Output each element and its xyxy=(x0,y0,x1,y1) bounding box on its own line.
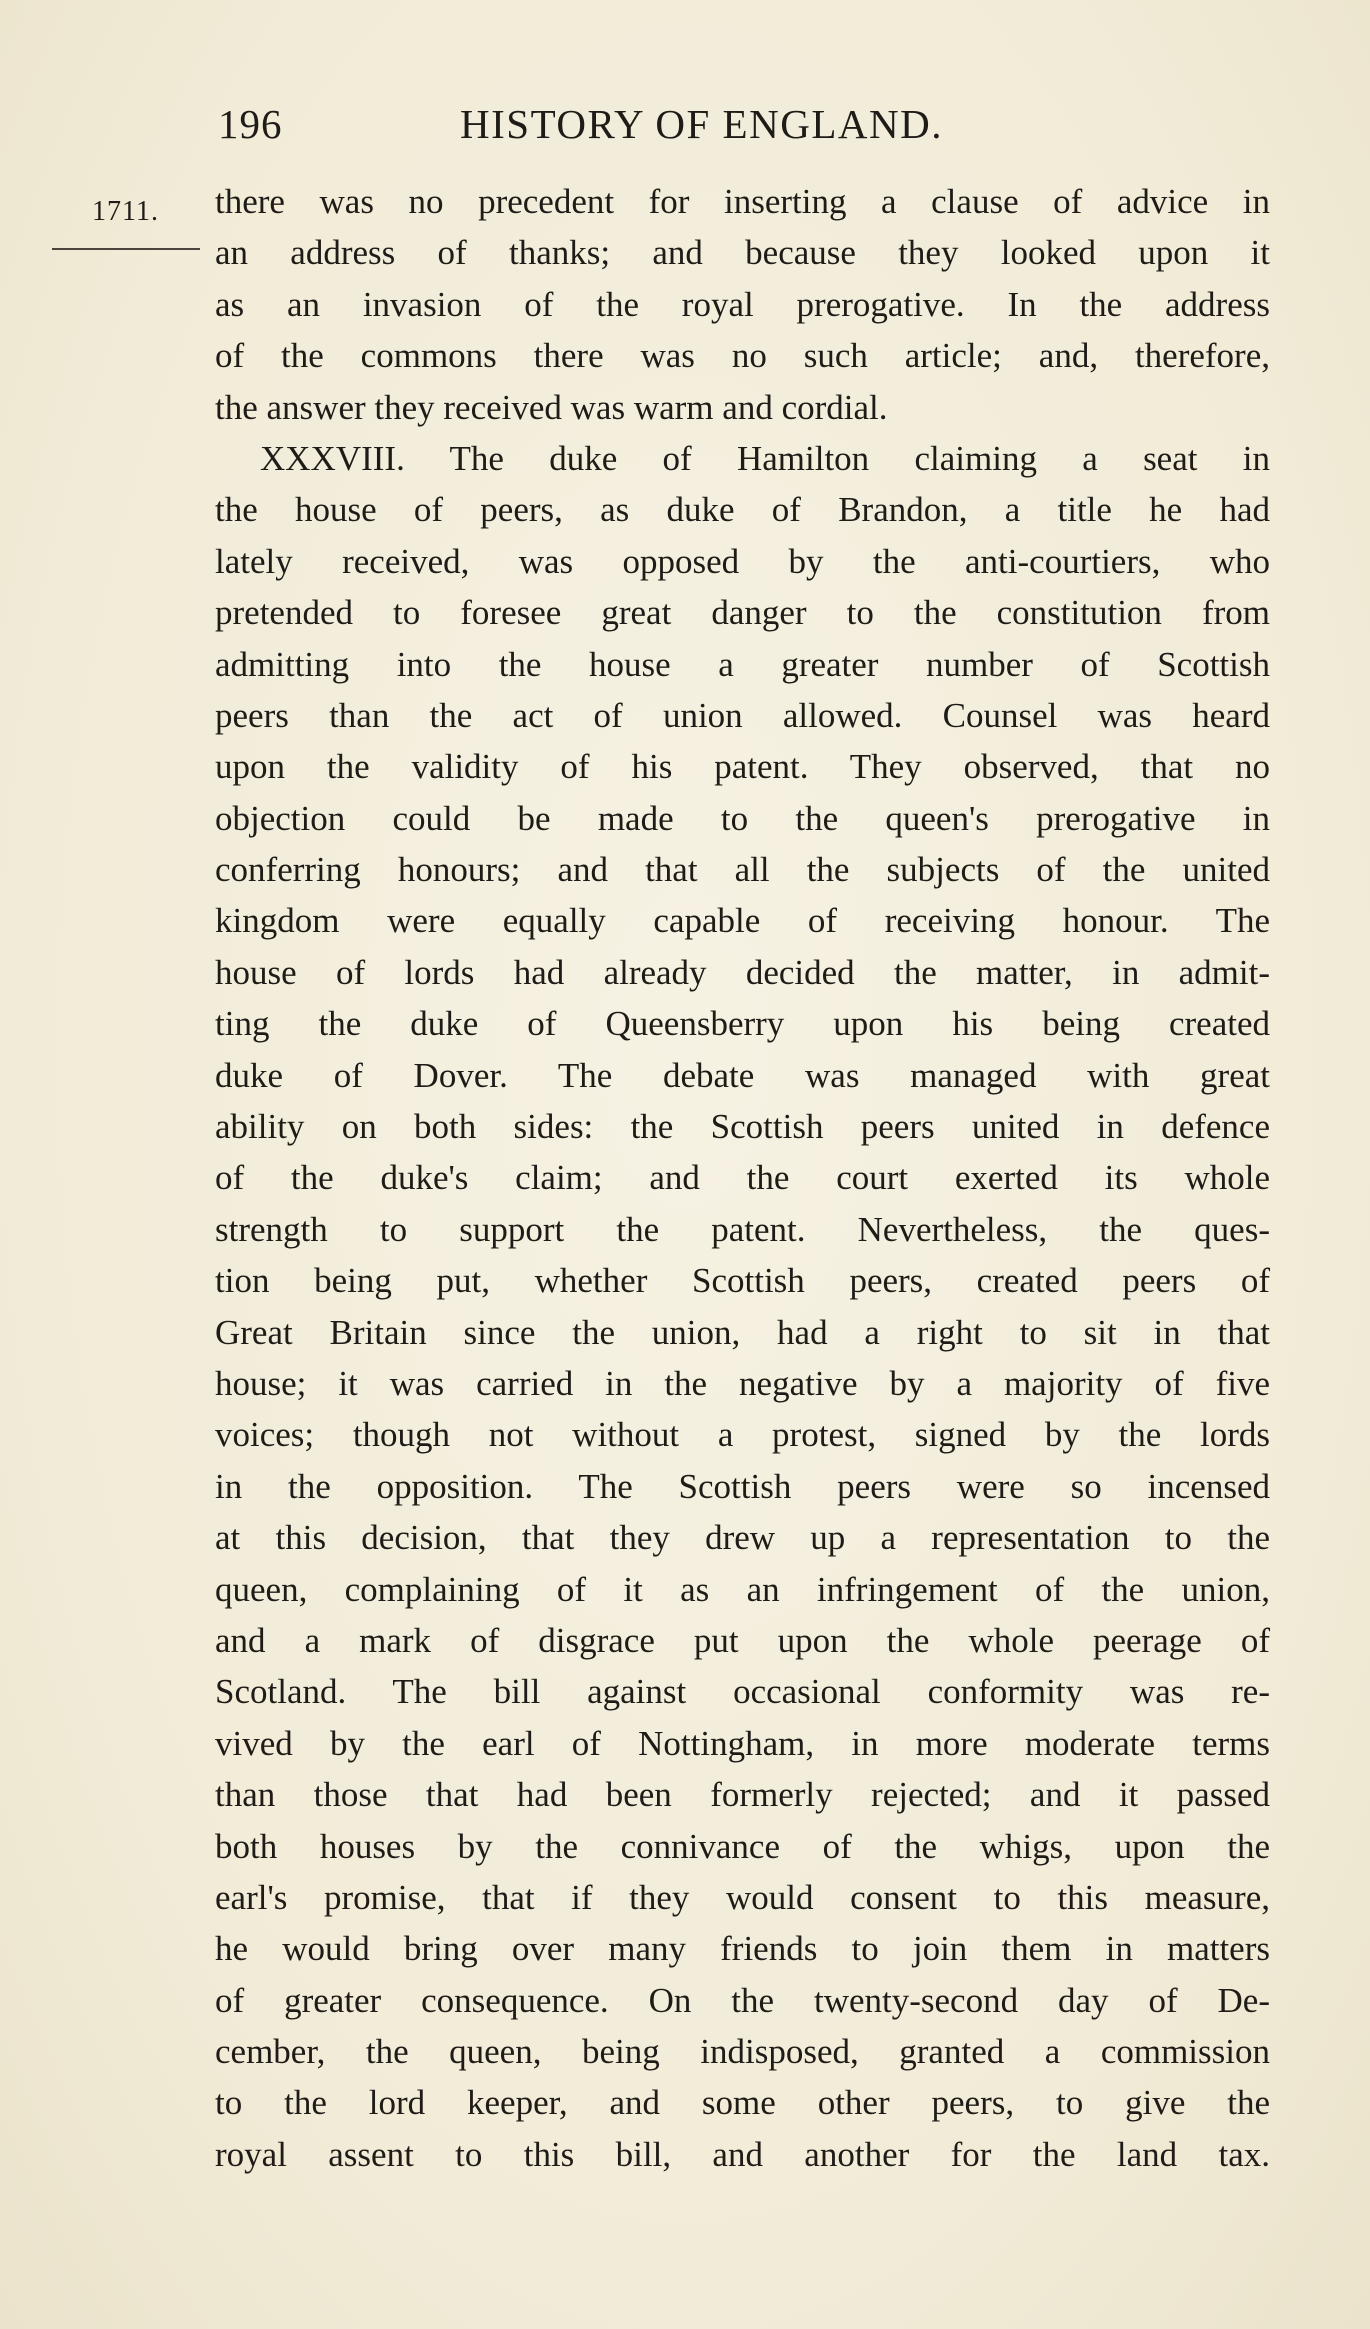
margin-year: 1711. xyxy=(92,196,159,227)
text-line: an address of thanks; and because they looked upon it xyxy=(215,233,1270,273)
page-number: 196 xyxy=(218,101,283,147)
text-line: the answer they received was warm and cordial. xyxy=(215,387,888,427)
text-line: vived by the earl of Nottingham, in more moderate terms xyxy=(215,1723,1270,1763)
text-line: royal assent to this bill, and another for the land tax. xyxy=(215,2134,1270,2174)
text-line: there was no precedent for inserting a clause of advice in xyxy=(215,182,1270,221)
text-line: strength to support the patent. Nevertheless, the ques- xyxy=(215,1209,1270,1249)
text-line: house; it was carried in the negative by a majority of five xyxy=(215,1363,1270,1403)
text-line: than those that had been formerly rejected; and it passed xyxy=(215,1775,1270,1815)
text-line: as an invasion of the royal prerogative. In the address xyxy=(215,284,1270,324)
text-line: at this decision, that they drew up a representation to the xyxy=(215,1518,1270,1558)
text-line: conferring honours; and that all the subjects of the united xyxy=(215,850,1270,890)
section-start-line: XXXVIII. The duke of Hamilton claiming a seat in xyxy=(260,438,1270,478)
text-line: of the commons there was no such article; and, therefore, xyxy=(215,336,1270,376)
text-line: objection could be made to the queen's prerogative in xyxy=(215,798,1270,838)
running-title: HISTORY OF ENGLAND. xyxy=(460,101,943,147)
text-line: and a mark of disgrace put upon the whole peerage of xyxy=(215,1620,1270,1660)
text-line: duke of Dover. The debate was managed with great xyxy=(215,1055,1270,1095)
text-line: upon the validity of his patent. They observed, that no xyxy=(215,747,1270,787)
text-line: pretended to foresee great danger to the constitution from xyxy=(215,593,1270,633)
text-line: he would bring over many friends to join them in matters xyxy=(215,1929,1270,1969)
text-line: peers than the act of union allowed. Counsel was heard xyxy=(215,695,1270,735)
text-line: Great Britain since the union, had a right to sit in that xyxy=(215,1312,1270,1352)
text-line: in the opposition. The Scottish peers were so incensed xyxy=(215,1466,1270,1506)
text-line: cember, the queen, being indisposed, granted a commission xyxy=(215,2032,1270,2072)
text-line: of the duke's claim; and the court exerted its whole xyxy=(215,1158,1270,1198)
text-line: both houses by the connivance of the whigs, upon the xyxy=(215,1826,1270,1866)
text-line: ability on both sides: the Scottish peers united in defence xyxy=(215,1107,1270,1147)
text-line: the house of peers, as duke of Brandon, a title he had xyxy=(215,490,1270,530)
text-line: lately received, was opposed by the anti-courtiers, who xyxy=(215,541,1270,581)
text-line: admitting into the house a greater number of Scottish xyxy=(215,644,1270,684)
text-line: tion being put, whether Scottish peers, created peers of xyxy=(215,1261,1270,1301)
text-line: kingdom were equally capable of receiving honour. The xyxy=(215,901,1270,941)
text-line: earl's promise, that if they would consent to this measure, xyxy=(215,1877,1270,1917)
text-line: voices; though not without a protest, signed by the lords xyxy=(215,1415,1270,1455)
text-line: queen, complaining of it as an infringement of the union, xyxy=(215,1569,1270,1609)
text-line: ting the duke of Queensberry upon his being created xyxy=(215,1004,1270,1044)
text-line: of greater consequence. On the twenty-second day of De- xyxy=(215,1980,1270,2020)
body-text xyxy=(215,176,1270,2180)
margin-rule xyxy=(52,248,200,250)
text-line: Scotland. The bill against occasional conformity was re- xyxy=(215,1672,1270,1712)
text-line: to the lord keeper, and some other peers, to give the xyxy=(215,2083,1270,2123)
text-line: house of lords had already decided the matter, in admit- xyxy=(215,952,1270,992)
